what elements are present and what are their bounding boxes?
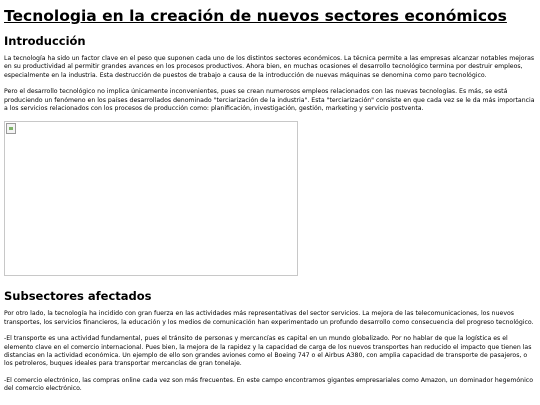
- subsectores-paragraph-2: -El transporte es una actividad fundamental, pues el tránsito de personas y mercancías es capital en un mundo globalizado. Por no hablar de que la logística es el elemento clave en el comercio internacional. Pues bien, la mejora de la rapidez y la capacidad de carga de los nuevos transportes han reducido el impacto que tienen las distancias en la actividad económica. Un ejemplo de ello son grandes aviones como el Boeing 747 o el Airbus A380, con amplia capacidad de transporte de pasajeros, o los petroleros, buques ideales para transportar mercancías de gran tonelaje.: [4, 335, 532, 368]
- page-title: Tecnologia en la creación de nuevos sectores económicos: [4, 7, 507, 25]
- section-heading-subsectores: Subsectores afectados: [4, 289, 152, 304]
- subsectores-paragraph-1: Por otro lado, la tecnología ha incidido con gran fuerza en las actividades más representativas del sector servicios. La mejora de las telecomunicaciones, los nuevos transportes, los servicios financieros, la educación y los medios de comunicación han experimentado un profundo desarrollo como consecuencia del progreso tecnológico.: [4, 310, 534, 326]
- intro-paragraph-2: Pero el desarrollo tecnológico no implica únicamente inconvenientes, pues se crean numerosos empleos relacionados con las nuevas tecnologías. Es más, se está produciendo un fenómeno en los países desarrollados denominado "terciarización de la industria". Esta "terciarización" consiste en que cada vez se le da más importancia a los servicios relacionados con los procesos de producción como: planificación, investigación, gestión, marketing y servicio postventa.: [4, 88, 535, 113]
- broken-image-icon: [6, 123, 16, 134]
- section-heading-introduccion: Introducción: [4, 34, 86, 48]
- subsectores-paragraph-3: -El comercio electrónico, las compras online cada vez son más frecuentes. En este campo encontramos gigantes empresariales como Amazon, un dominador hegemónico del comercio electrónico.: [4, 376, 533, 393]
- image-placeholder: [4, 121, 298, 276]
- intro-paragraph-1: La tecnología ha sido un factor clave en el peso que suponen cada uno de los distintos sectores económicos. La técnica permite a las empresas alcanzar notables mejoras en su productividad al permitir grandes avances en los procesos productivos. Ahora bien, en muchas ocasiones el desarrollo tecnológico termina por destruir empleos, especialmente en la industria. Esta destrucción de puestos de trabajo a causa de la introducción de nuevas máquinas se denomina como paro tecnológico.: [4, 55, 535, 79]
